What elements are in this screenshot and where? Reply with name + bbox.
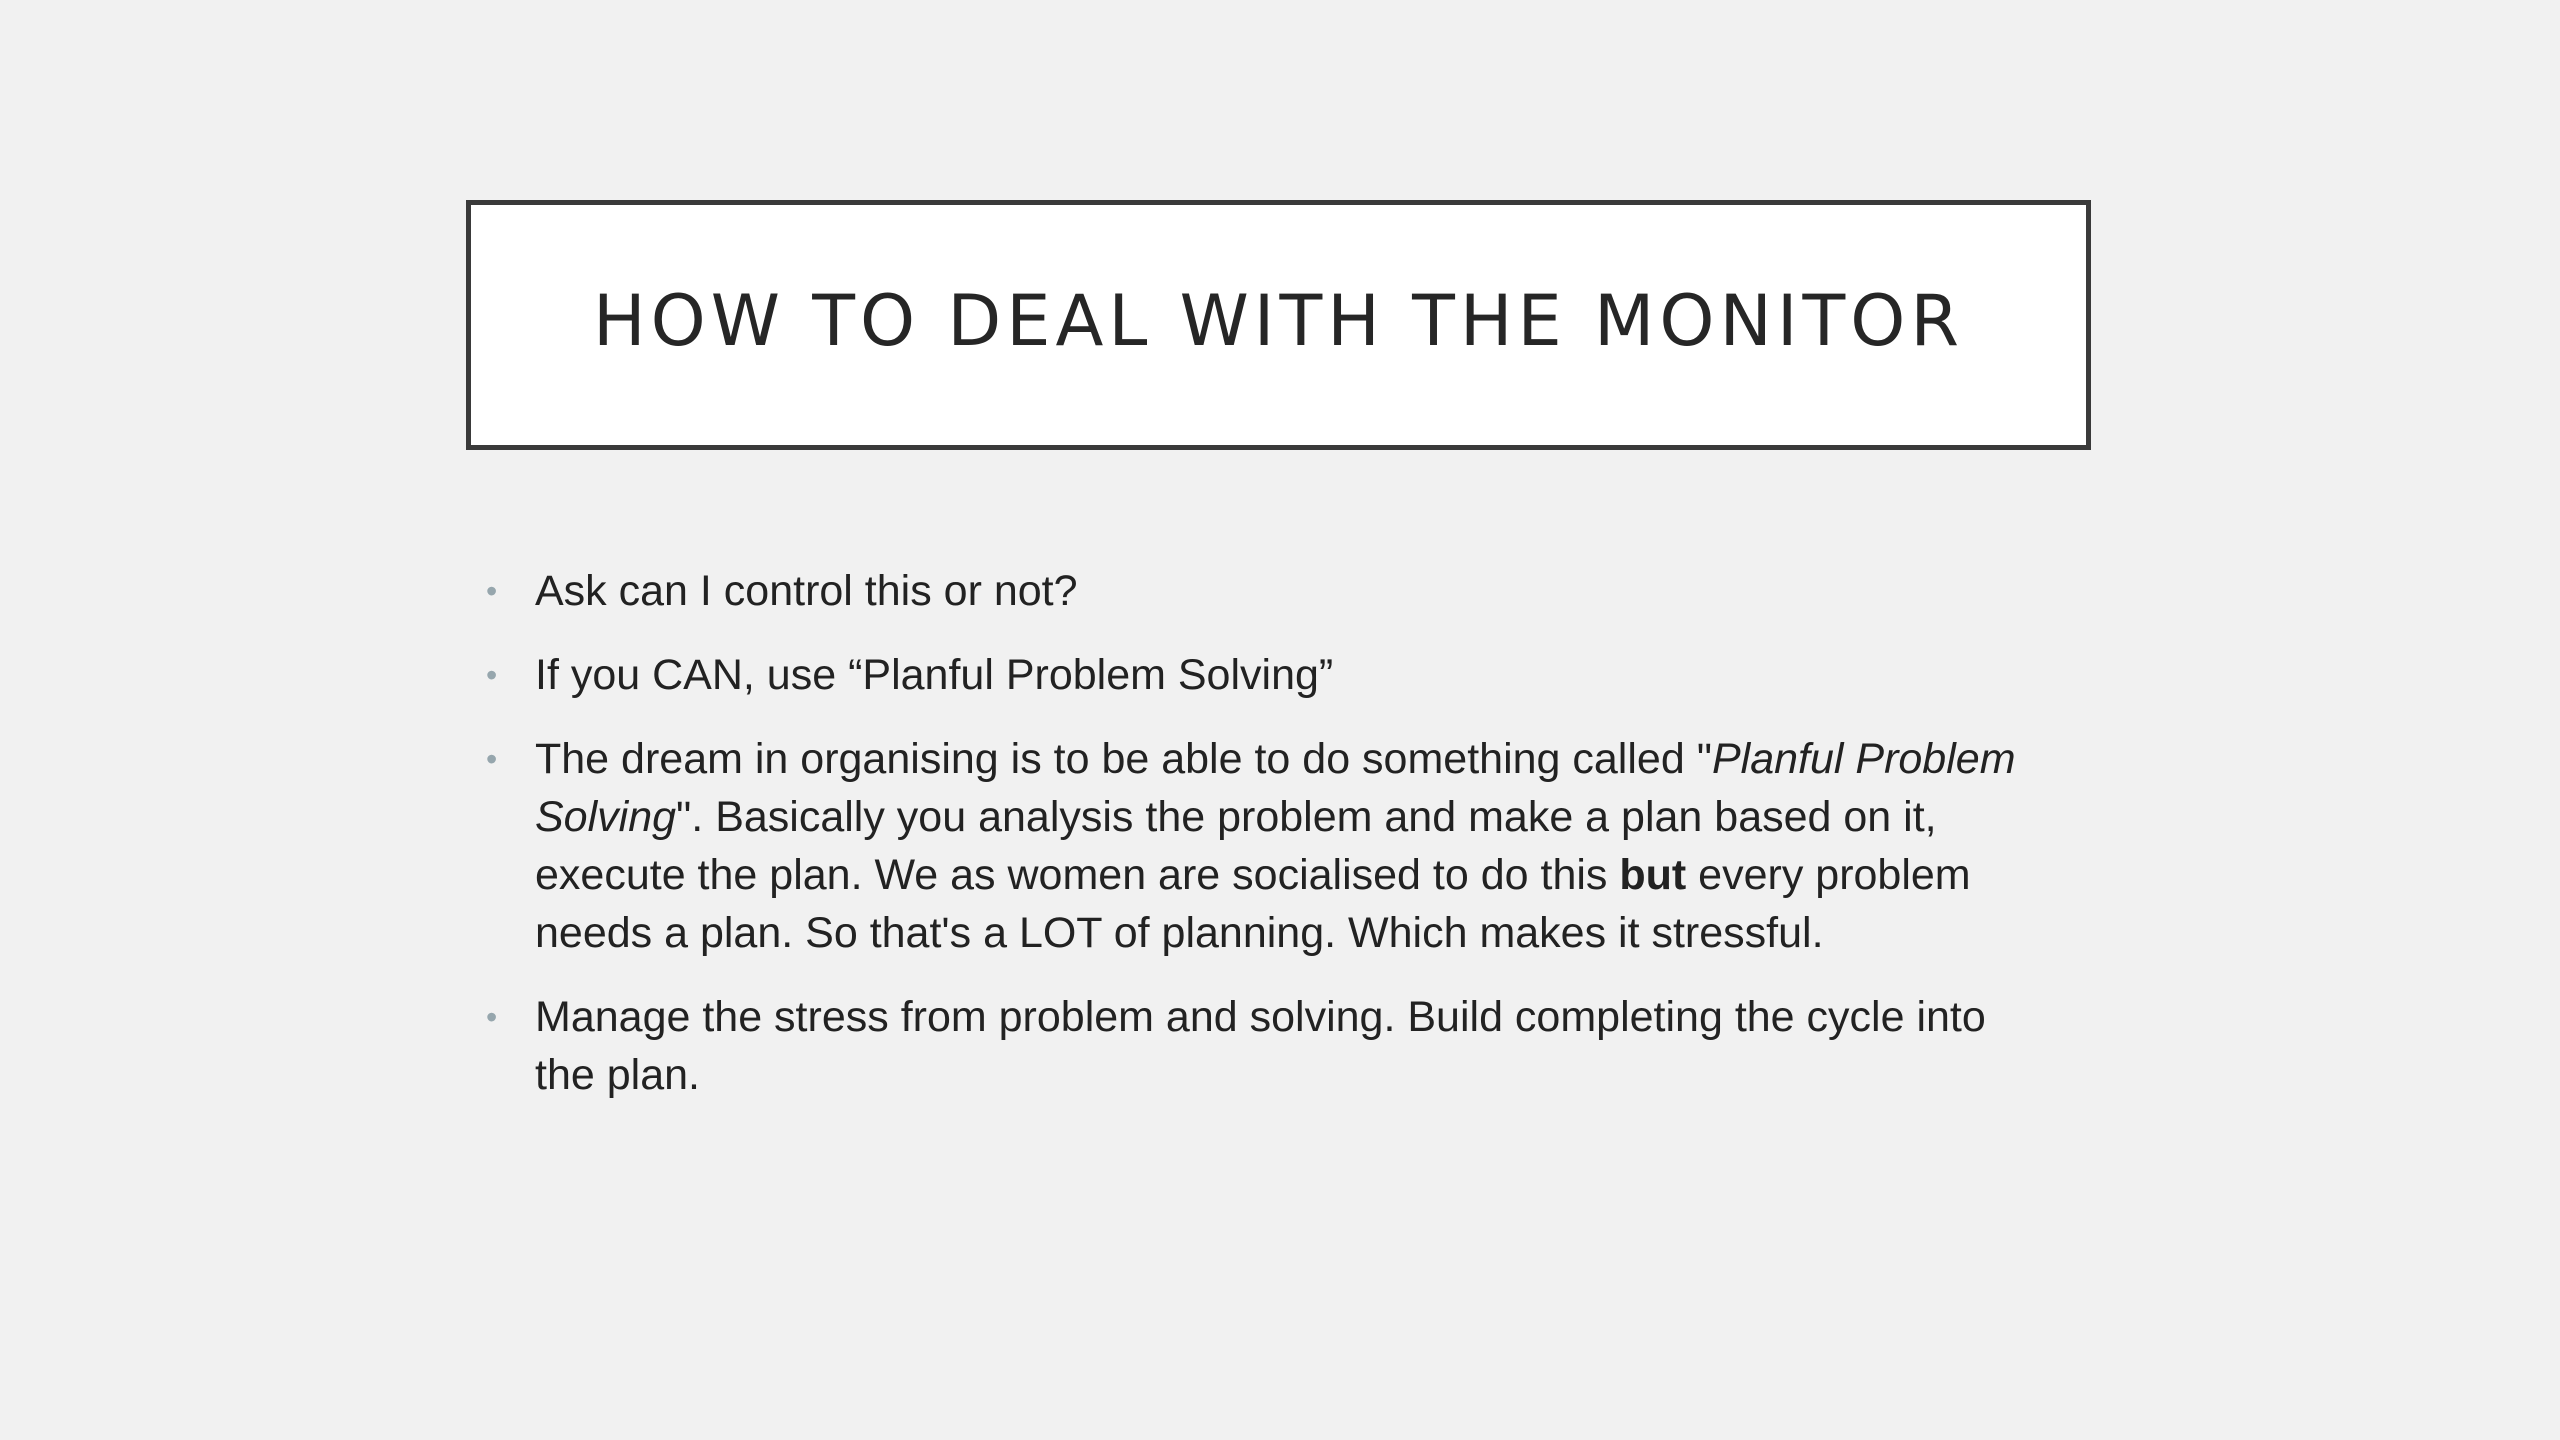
bullet-dot-icon: • xyxy=(486,999,498,1035)
bullet-bold-text: but xyxy=(1619,851,1687,899)
bullet-text-part: ". Basically you analysis the problem and make a plan based on it, execute the plan. We as women are socialised to do this xyxy=(535,793,1937,899)
title-box xyxy=(466,200,2091,450)
bullet-item-1 xyxy=(486,562,2046,620)
bullet-text: Manage the stress from problem and solving. Build completing the cycle into the plan. xyxy=(535,993,1986,1099)
bullet-list xyxy=(486,562,2046,1130)
bullet-text-part: The dream in organising is to be able to do something called " xyxy=(535,735,1712,783)
bullet-dot-icon: • xyxy=(486,657,498,693)
bullet-text-part: every problem needs a plan. So that's a LOT of planning. Which makes it stressful. xyxy=(535,851,1971,957)
bullet-text: If you CAN, use “Planful Problem Solving” xyxy=(535,651,1334,699)
bullet-italic-text: Planful Problem Solving xyxy=(535,735,2016,841)
bullet-item-3 xyxy=(486,730,2046,962)
bullet-item-4 xyxy=(486,988,2046,1104)
bullet-text: Ask can I control this or not? xyxy=(535,567,1078,615)
bullet-dot-icon: • xyxy=(486,741,498,777)
bullet-dot-icon: • xyxy=(486,573,498,609)
slide-title: HOW TO DEAL WITH THE MONITOR xyxy=(593,280,1964,362)
bullet-item-2 xyxy=(486,646,2046,704)
